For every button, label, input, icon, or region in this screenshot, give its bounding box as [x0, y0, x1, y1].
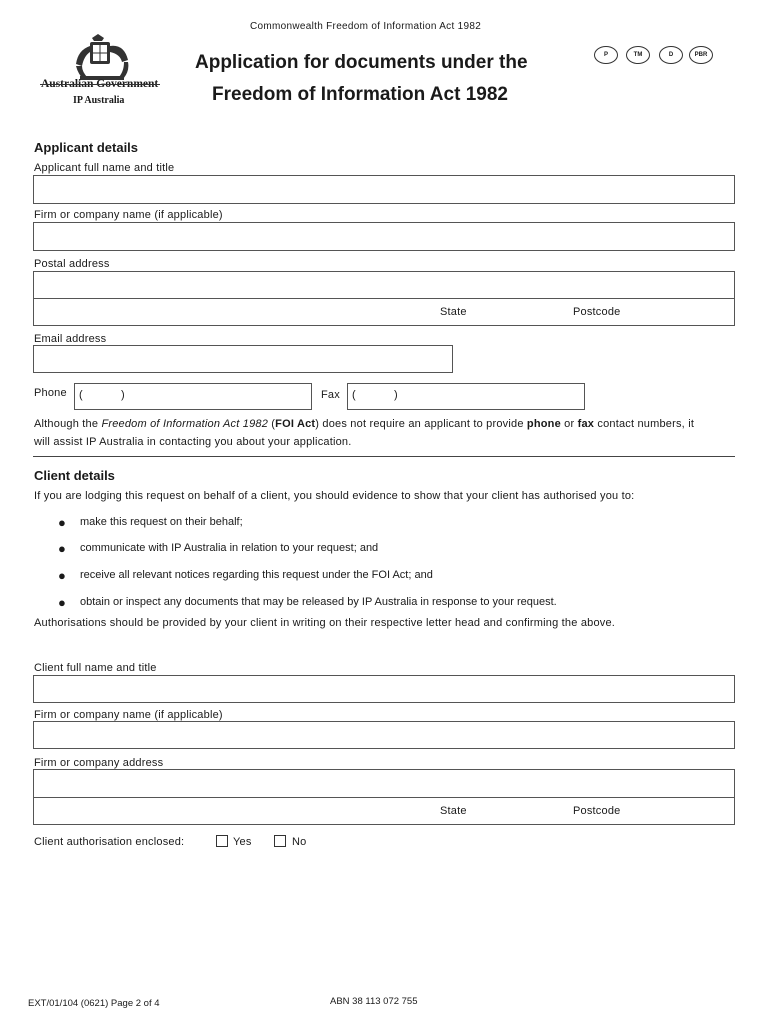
list-item — [58, 568, 433, 583]
client-postcode-label: Postcode — [573, 805, 621, 817]
fax-paren-open: ( — [352, 389, 356, 401]
applicant-postal-label: Postal address — [34, 258, 110, 270]
client-full-name-label: Client full name and title — [34, 662, 157, 674]
note-text: ( — [268, 418, 276, 430]
applicant-postcode-label: Postcode — [573, 306, 621, 318]
applicant-full-name-field[interactable] — [33, 175, 735, 204]
note-text: ) does not require an applicant to provide — [315, 418, 527, 430]
badge-d: D — [659, 46, 683, 64]
applicant-full-name-label: Applicant full name and title — [34, 162, 175, 174]
yes-label: Yes — [233, 836, 252, 848]
bullet-icon: ● — [58, 515, 66, 530]
bullet-icon: ● — [58, 541, 66, 556]
list-item — [58, 595, 557, 610]
note-phone: phone — [526, 418, 561, 430]
bullet-text: receive all relevant notices regarding this request under the FOI Act; and — [80, 569, 433, 581]
coat-of-arms-icon — [40, 32, 165, 84]
bullet-text: obtain or inspect any documents that may be released by IP Australia in response to your request. — [80, 596, 557, 608]
note-foi-act: FOI Act — [275, 418, 316, 430]
badge-pbr: PBR — [689, 46, 713, 64]
applicant-state-label: State — [440, 306, 467, 318]
form-code: EXT/01/104 (0621) Page 2 of 4 — [28, 998, 160, 1009]
client-intro: If you are lodging this request on behalf of a client, you should evidence to show that your client has authorised you to: — [34, 490, 635, 502]
applicant-phone-label: Phone — [34, 387, 67, 399]
applicant-phone-field[interactable] — [74, 383, 312, 410]
logo-line-2: IP Australia — [73, 95, 125, 106]
contact-note-line-1 — [34, 418, 734, 430]
list-item — [58, 515, 243, 530]
badge-p: P — [594, 46, 618, 64]
list-item — [58, 541, 379, 556]
no-label: No — [292, 836, 307, 848]
client-auth-enclosed-label: Client authorisation enclosed: — [34, 836, 185, 848]
section-divider — [33, 456, 735, 457]
client-address-label: Firm or company address — [34, 757, 164, 769]
applicant-fax-label: Fax — [321, 389, 340, 401]
authorisation-note: Authorisations should be provided by your client in writing on their respective letter head and confirming the above. — [34, 617, 616, 629]
phone-paren-open: ( — [79, 389, 83, 401]
applicant-email-label: Email address — [34, 333, 107, 345]
note-text: Although the — [34, 418, 102, 430]
phone-paren-close: ) — [121, 389, 125, 401]
logo-line-1: Australian Government — [41, 78, 159, 90]
applicant-company-label: Firm or company name (if applicable) — [34, 209, 223, 221]
bullet-text: communicate with IP Australia in relation to your request; and — [80, 542, 379, 554]
contact-note-line-2: will assist IP Australia in contacting you about your application. — [34, 436, 352, 448]
applicant-section-title: Applicant details — [34, 140, 139, 155]
client-state-label: State — [440, 805, 467, 817]
logo-divider — [40, 84, 160, 85]
bullet-icon: ● — [58, 568, 66, 583]
act-line: Commonwealth Freedom of Information Act 1982 — [250, 21, 482, 32]
government-logo — [40, 32, 165, 108]
title-line-2: Freedom of Information Act 1982 — [212, 84, 508, 105]
badge-tm: TM — [626, 46, 650, 64]
applicant-fax-field[interactable] — [347, 383, 585, 410]
client-company-field[interactable] — [33, 721, 735, 749]
client-section-title: Client details — [34, 468, 115, 483]
bullet-icon: ● — [58, 595, 66, 610]
client-full-name-field[interactable] — [33, 675, 735, 703]
no-checkbox[interactable] — [274, 835, 286, 847]
applicant-company-field[interactable] — [33, 222, 735, 251]
bullet-text: make this request on their behalf; — [80, 516, 243, 528]
note-act-name: Freedom of Information Act 1982 — [101, 418, 269, 430]
note-text: or — [560, 418, 578, 430]
title-line-1: Application for documents under the — [195, 52, 528, 73]
applicant-postal-field-line1[interactable] — [33, 271, 735, 299]
client-company-label: Firm or company name (if applicable) — [34, 709, 223, 721]
fax-paren-close: ) — [394, 389, 398, 401]
applicant-postal-field-line2[interactable] — [33, 298, 735, 326]
client-address-field-line1[interactable] — [33, 769, 735, 798]
note-text: contact numbers, it — [594, 418, 695, 430]
note-fax: fax — [577, 418, 595, 430]
abn: ABN 38 113 072 755 — [330, 996, 418, 1007]
client-address-field-line2[interactable] — [33, 797, 735, 825]
yes-checkbox[interactable] — [216, 835, 228, 847]
applicant-email-field[interactable] — [33, 345, 453, 373]
